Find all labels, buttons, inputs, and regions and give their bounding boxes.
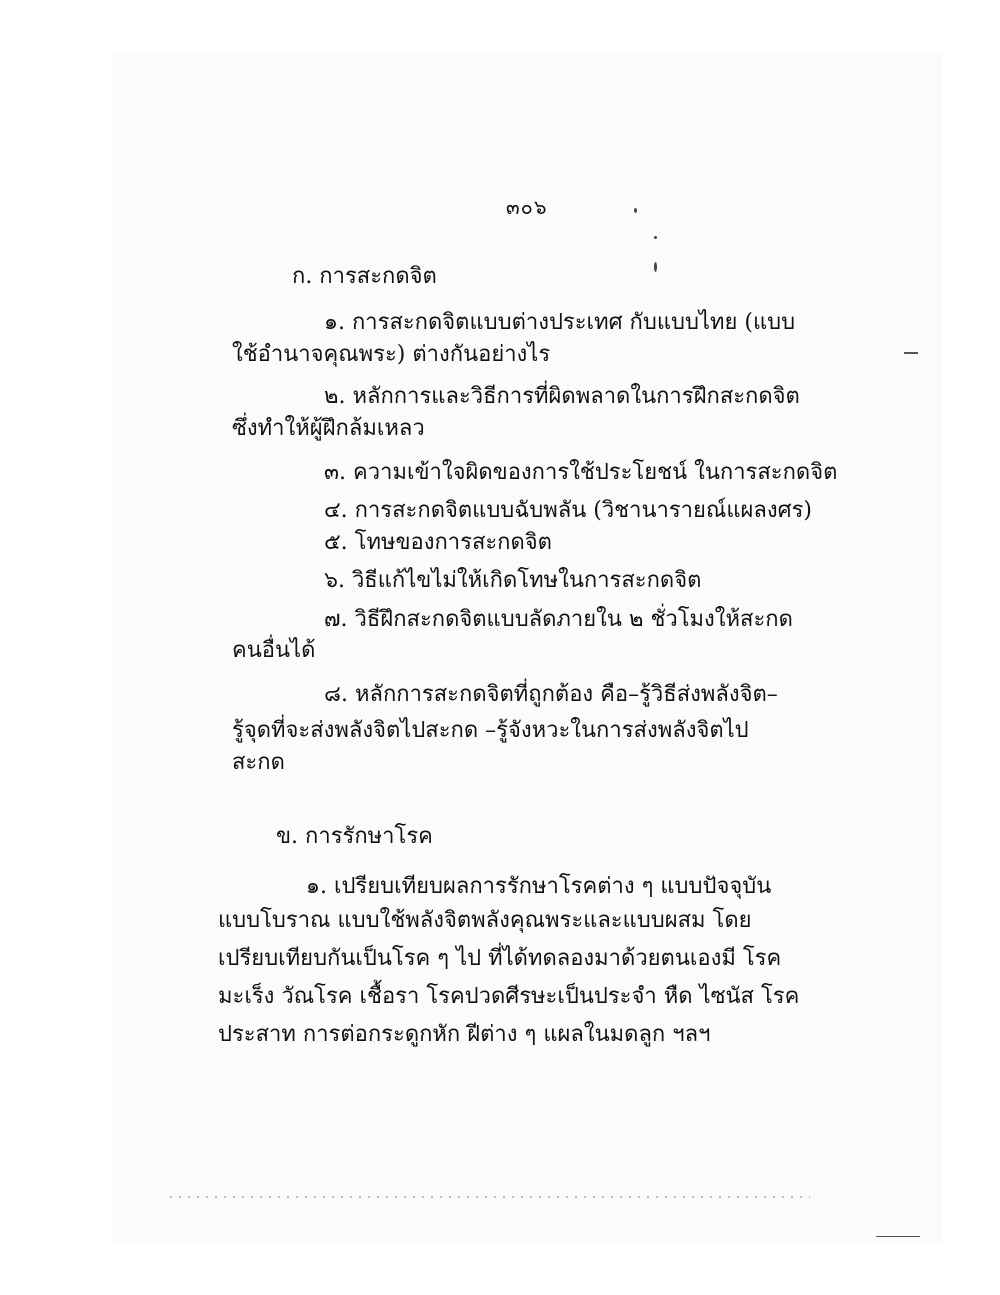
- section-b-line: มะเร็ง วัณโรค เชื้อรา โรคปวดศีรษะเป็นประจำ หืด ไซนัส โรค: [218, 984, 800, 1009]
- section-a-line: ใช้อำนาจคุณพระ) ต่างกันอย่างไร: [232, 342, 551, 367]
- section-a-line: ๘. หลักการสะกดจิตที่ถูกต้อง คือ–รู้วิธีส่งพลังจิต–: [324, 682, 778, 707]
- section-a-line: ๗. วิธีฝึกสะกดจิตแบบลัดภายใน ๒ ชั่วโมงให้สะกด: [324, 607, 793, 632]
- section-b-heading: ข. การรักษาโรค: [276, 824, 433, 849]
- scan-speck: [654, 236, 657, 239]
- page-number: ๓๐๖: [506, 195, 548, 219]
- scan-speck: [654, 262, 657, 272]
- section-a-line: ๖. วิธีแก้ไขไม่ให้เกิดโทษในการสะกดจิต: [324, 568, 702, 593]
- section-a-line: ซึ่งทำให้ผู้ฝึกล้มเหลว: [232, 416, 425, 441]
- section-a-line: รู้จุดที่จะส่งพลังจิตไปสะกด –รู้จังหวะในการส่งพลังจิตไป: [232, 718, 749, 743]
- section-a-line: คนอื่นได้: [232, 638, 316, 663]
- scan-mark: [876, 1236, 920, 1237]
- section-a-line: ๒. หลักการและวิธีการที่ผิดพลาดในการฝึกสะกดจิต: [324, 384, 800, 409]
- section-b-line: เปรียบเทียบกันเป็นโรค ๆ ไป ที่ได้ทดลองมาด้วยตนเองมี โรค: [218, 946, 782, 971]
- section-b-line: ประสาท การต่อกระดูกหัก ฝีต่าง ๆ แผลในมดลูก ฯลฯ: [218, 1022, 711, 1047]
- scan-speck: [634, 208, 637, 213]
- section-a-line: ๕. โทษของการสะกดจิต: [324, 530, 552, 555]
- section-a-line: ๑. การสะกดจิตแบบต่างประเทศ กับแบบไทย (แบบ: [324, 310, 796, 335]
- section-b-line: ๑. เปรียบเทียบผลการรักษาโรคต่าง ๆ แบบปัจจุบัน: [306, 874, 772, 899]
- section-a-heading: ก. การสะกดจิต: [292, 264, 437, 289]
- scan-edge-dots: [170, 1196, 810, 1198]
- section-b-line: แบบโบราณ แบบใช้พลังจิตพลังคุณพระและแบบผสม โดย: [218, 908, 752, 933]
- section-a-line: ๔. การสะกดจิตแบบฉับพลัน (วิชานารายณ์แผลงศร): [324, 498, 812, 523]
- scan-mark: [904, 352, 918, 354]
- section-a-line: สะกด: [232, 750, 285, 775]
- section-a-line: ๓. ความเข้าใจผิดของการใช้ประโยชน์ ในการสะกดจิต: [324, 460, 838, 485]
